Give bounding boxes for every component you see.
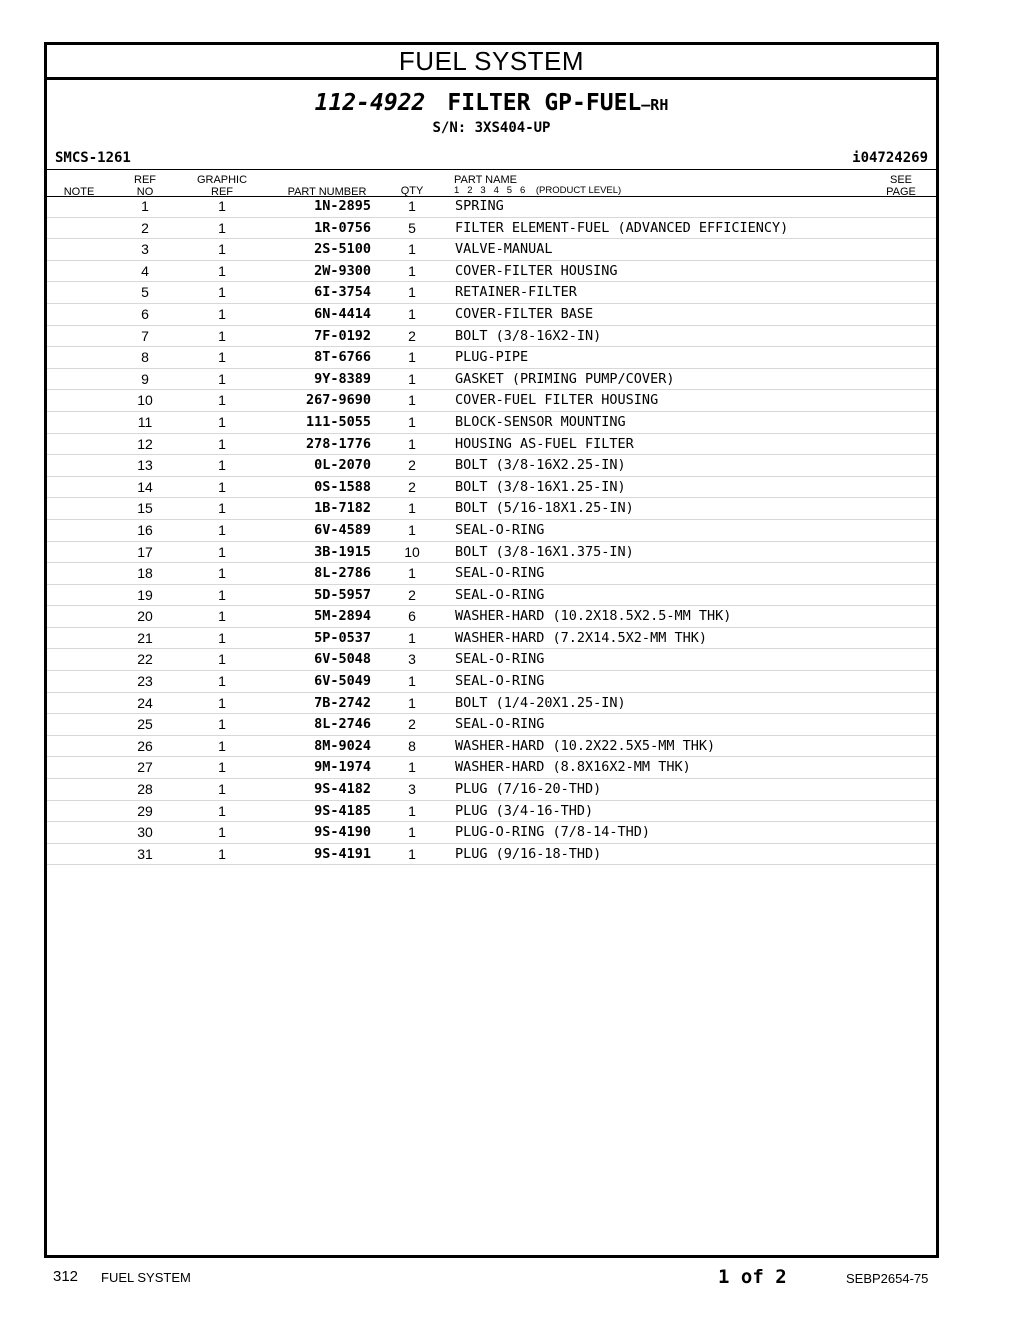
graphic-ref: 1	[218, 198, 226, 214]
footer-section: FUEL SYSTEM	[101, 1270, 191, 1285]
part-name: BOLT (3/8-16X1.25-IN)	[455, 478, 626, 495]
part-number: 9S-4190	[314, 824, 371, 841]
part-number: 6N-4414	[314, 305, 371, 322]
quantity: 1	[408, 305, 416, 322]
table-row	[47, 477, 936, 499]
quantity: 1	[408, 500, 416, 517]
part-name: SEAL-O-RING	[455, 521, 545, 538]
graphic-ref: 1	[218, 284, 226, 301]
table-row	[47, 261, 936, 283]
ref-no: 28	[137, 781, 153, 798]
graphic-ref: 1	[218, 586, 226, 603]
quantity: 1	[408, 392, 416, 409]
table-row	[47, 671, 936, 693]
table-row	[47, 239, 936, 261]
quantity: 2	[408, 457, 416, 474]
illustration-id: i04724269	[852, 150, 928, 166]
graphic-ref: 1	[218, 435, 226, 452]
graphic-ref: 1	[218, 629, 226, 646]
part-number: 3B-1915	[314, 543, 371, 560]
part-number: 2S-5100	[314, 241, 371, 258]
header-see-top: SEE	[889, 174, 912, 186]
table-row	[47, 196, 936, 218]
table-row	[47, 606, 936, 628]
header-graphic-top: GRAPHIC	[196, 174, 248, 186]
table-row	[47, 455, 936, 477]
ref-no: 13	[137, 457, 153, 474]
graphic-ref: 1	[218, 370, 226, 387]
page-of: 1 of 2	[718, 1266, 787, 1288]
table-row	[47, 542, 936, 564]
graphic-ref: 1	[218, 500, 226, 517]
graphic-ref: 1	[218, 457, 226, 474]
page-number: 312	[53, 1268, 79, 1285]
part-name: SEAL-O-RING	[455, 565, 545, 582]
part-name: FILTER ELEMENT-FUEL (ADVANCED EFFICIENCY)	[455, 219, 789, 236]
table-row	[47, 693, 936, 715]
part-name: WASHER-HARD (8.8X16X2-MM THK)	[455, 759, 691, 776]
ref-no: 23	[137, 673, 153, 690]
quantity: 1	[408, 673, 416, 690]
part-number: 8L-2786	[314, 565, 371, 582]
page-frame	[44, 42, 939, 1258]
part-name: BOLT (1/4-20X1.25-IN)	[455, 694, 626, 711]
table-row	[47, 563, 936, 585]
quantity: 1	[408, 845, 416, 862]
header-see-bottom: PAGE	[886, 186, 916, 198]
part-number: 1R-0756	[314, 219, 371, 236]
part-name: SEAL-O-RING	[455, 716, 545, 733]
group-name: FILTER GP-FUEL	[447, 90, 642, 116]
quantity: 3	[408, 651, 416, 668]
part-number: 9S-4182	[314, 781, 371, 798]
quantity: 3	[408, 781, 416, 798]
table-row	[47, 628, 936, 650]
ref-no: 9	[141, 370, 149, 387]
graphic-ref: 1	[218, 478, 226, 495]
graphic-ref: 1	[218, 694, 226, 711]
table-row	[47, 779, 936, 801]
graphic-ref: 1	[218, 543, 226, 560]
table-row	[47, 347, 936, 369]
quantity: 6	[408, 608, 416, 625]
quantity: 2	[408, 478, 416, 495]
graphic-ref: 1	[218, 802, 226, 819]
part-name: SEAL-O-RING	[455, 673, 545, 690]
ref-no: 26	[137, 737, 153, 754]
graphic-ref: 1	[218, 262, 226, 279]
part-name: SEAL-O-RING	[455, 586, 545, 603]
graphic-ref: 1	[218, 219, 226, 236]
part-name: WASHER-HARD (10.2X18.5X2.5-MM THK)	[455, 608, 732, 625]
part-name: VALVE-MANUAL	[455, 241, 553, 258]
graphic-ref: 1	[218, 651, 226, 668]
table-row	[47, 757, 936, 779]
ref-no: 4	[141, 262, 149, 279]
part-number: 5M-2894	[314, 608, 371, 625]
part-name: RETAINER-FILTER	[455, 284, 577, 301]
graphic-ref: 1	[218, 673, 226, 690]
section-title: FUEL SYSTEM	[47, 45, 936, 80]
graphic-ref: 1	[218, 349, 226, 366]
ref-no: 3	[141, 241, 149, 258]
codes-line	[47, 149, 936, 167]
quantity: 1	[408, 802, 416, 819]
part-name: PLUG (9/16-18-THD)	[455, 845, 602, 862]
graphic-ref: 1	[218, 327, 226, 344]
part-number: 7B-2742	[314, 694, 371, 711]
table-row	[47, 498, 936, 520]
part-number: 0S-1588	[314, 478, 371, 495]
part-number: 9S-4191	[314, 845, 371, 862]
graphic-ref: 1	[218, 521, 226, 538]
part-number: 7F-0192	[314, 327, 371, 344]
part-number: 5P-0537	[314, 629, 371, 646]
part-name: SPRING	[455, 198, 504, 214]
part-name: PLUG-O-RING (7/8-14-THD)	[455, 824, 651, 841]
part-number: 6I-3754	[314, 284, 371, 301]
ref-no: 14	[137, 478, 153, 495]
graphic-ref: 1	[218, 845, 226, 862]
ref-no: 15	[137, 500, 153, 517]
ref-no: 11	[137, 413, 153, 430]
ref-no: 21	[137, 629, 153, 646]
header-top-rule	[47, 169, 936, 170]
graphic-ref: 1	[218, 781, 226, 798]
part-number: 5D-5957	[314, 586, 371, 603]
quantity: 1	[408, 198, 416, 214]
part-name: BLOCK-SENSOR MOUNTING	[455, 413, 626, 430]
ref-no: 18	[137, 565, 153, 582]
header-note: NOTE	[63, 186, 95, 198]
serial-range: S/N: 3XS404-UP	[432, 120, 551, 136]
part-number: 0L-2070	[314, 457, 371, 474]
part-name: PLUG-PIPE	[455, 349, 529, 366]
ref-no: 10	[137, 392, 153, 409]
ref-no: 29	[137, 802, 153, 819]
ref-no: 19	[137, 586, 153, 603]
part-number: 8T-6766	[314, 349, 371, 366]
quantity: 1	[408, 349, 416, 366]
ref-no: 24	[137, 694, 153, 711]
ref-no: 20	[137, 608, 153, 625]
part-number: 9S-4185	[314, 802, 371, 819]
part-name: PLUG (7/16-20-THD)	[455, 781, 602, 798]
table-row	[47, 218, 936, 240]
ref-no: 17	[137, 543, 153, 560]
header-graphic-bottom: REF	[211, 186, 233, 198]
ref-no: 31	[137, 845, 153, 862]
graphic-ref: 1	[218, 413, 226, 430]
quantity: 1	[408, 370, 416, 387]
part-name: COVER-FILTER BASE	[455, 305, 594, 322]
quantity: 8	[408, 737, 416, 754]
ref-no: 12	[137, 435, 153, 452]
table-row	[47, 282, 936, 304]
header-part-number: PART NUMBER	[287, 186, 367, 198]
ref-no: 5	[141, 284, 149, 301]
quantity: 2	[408, 586, 416, 603]
quantity: 2	[408, 716, 416, 733]
quantity: 1	[408, 565, 416, 582]
smcs-code: SMCS-1261	[55, 150, 131, 166]
ref-no: 1	[141, 198, 149, 214]
part-number: 9M-1974	[314, 759, 371, 776]
graphic-ref: 1	[218, 241, 226, 258]
table-row	[47, 390, 936, 412]
table-row	[47, 434, 936, 456]
part-name: BOLT (3/8-16X1.375-IN)	[455, 543, 634, 560]
quantity: 1	[408, 521, 416, 538]
ref-no: 7	[141, 327, 149, 344]
quantity: 1	[408, 413, 416, 430]
part-name: WASHER-HARD (7.2X14.5X2-MM THK)	[455, 629, 707, 646]
document-number: SEBP2654-75	[846, 1271, 929, 1286]
part-number: 6V-5049	[314, 673, 371, 690]
quantity: 1	[408, 824, 416, 841]
table-row	[47, 844, 936, 866]
ref-no: 8	[141, 349, 149, 366]
table-row	[47, 736, 936, 758]
ref-no: 16	[137, 521, 153, 538]
ref-no: 25	[137, 716, 153, 733]
part-number: 8M-9024	[314, 737, 371, 754]
group-number: 112-4922	[314, 90, 426, 116]
graphic-ref: 1	[218, 608, 226, 625]
table-row	[47, 714, 936, 736]
graphic-ref: 1	[218, 305, 226, 322]
table-row	[47, 326, 936, 348]
quantity: 1	[408, 262, 416, 279]
part-number: 267-9690	[305, 392, 371, 409]
part-name: BOLT (3/8-16X2-IN)	[455, 327, 602, 344]
quantity: 5	[408, 219, 416, 236]
group-suffix: –RH	[641, 96, 669, 114]
ref-no: 6	[141, 305, 149, 322]
table-row	[47, 649, 936, 671]
header-ref-bottom: NO	[136, 186, 154, 198]
table-row	[47, 304, 936, 326]
table-row	[47, 822, 936, 844]
table-row	[47, 585, 936, 607]
quantity: 2	[408, 327, 416, 344]
part-number: 6V-5048	[314, 651, 371, 668]
part-number: 1N-2895	[314, 198, 371, 214]
graphic-ref: 1	[218, 737, 226, 754]
graphic-ref: 1	[218, 565, 226, 582]
part-number: 8L-2746	[314, 716, 371, 733]
graphic-ref: 1	[218, 759, 226, 776]
ref-no: 22	[137, 651, 153, 668]
quantity: 10	[404, 543, 420, 560]
part-number: 2W-9300	[314, 262, 371, 279]
part-name: GASKET (PRIMING PUMP/COVER)	[455, 370, 675, 387]
header-ref-top: REF	[134, 174, 156, 186]
quantity: 1	[408, 629, 416, 646]
part-number: 6V-4589	[314, 521, 371, 538]
part-name: SEAL-O-RING	[455, 651, 545, 668]
table-row	[47, 801, 936, 823]
part-number: 9Y-8389	[314, 370, 371, 387]
graphic-ref: 1	[218, 392, 226, 409]
part-name: COVER-FUEL FILTER HOUSING	[455, 392, 659, 409]
graphic-ref: 1	[218, 824, 226, 841]
part-number: 278-1776	[305, 435, 371, 452]
ref-no: 2	[141, 219, 149, 236]
quantity: 1	[408, 759, 416, 776]
page-footer	[0, 1262, 1020, 1292]
graphic-ref: 1	[218, 716, 226, 733]
part-number: 111-5055	[305, 413, 371, 430]
quantity: 1	[408, 241, 416, 258]
part-name: HOUSING AS-FUEL FILTER	[455, 435, 634, 452]
header-part-name: PART NAME	[454, 174, 517, 186]
parts-list	[47, 196, 936, 865]
part-name: PLUG (3/4-16-THD)	[455, 802, 594, 819]
group-title	[47, 89, 936, 119]
quantity: 1	[408, 435, 416, 452]
header-qty: QTY	[400, 185, 424, 197]
part-name: COVER-FILTER HOUSING	[455, 262, 618, 279]
table-row	[47, 412, 936, 434]
ref-no: 30	[137, 824, 153, 841]
part-name: WASHER-HARD (10.2X22.5X5-MM THK)	[455, 737, 716, 754]
table-row	[47, 520, 936, 542]
quantity: 1	[408, 694, 416, 711]
quantity: 1	[408, 284, 416, 301]
ref-no: 27	[137, 759, 153, 776]
part-number: 1B-7182	[314, 500, 371, 517]
part-name: BOLT (5/16-18X1.25-IN)	[455, 500, 634, 517]
table-row	[47, 369, 936, 391]
header-product-levels: 1 2 3 4 5 6 (PRODUCT LEVEL)	[454, 185, 622, 196]
part-name: BOLT (3/8-16X2.25-IN)	[455, 457, 626, 474]
